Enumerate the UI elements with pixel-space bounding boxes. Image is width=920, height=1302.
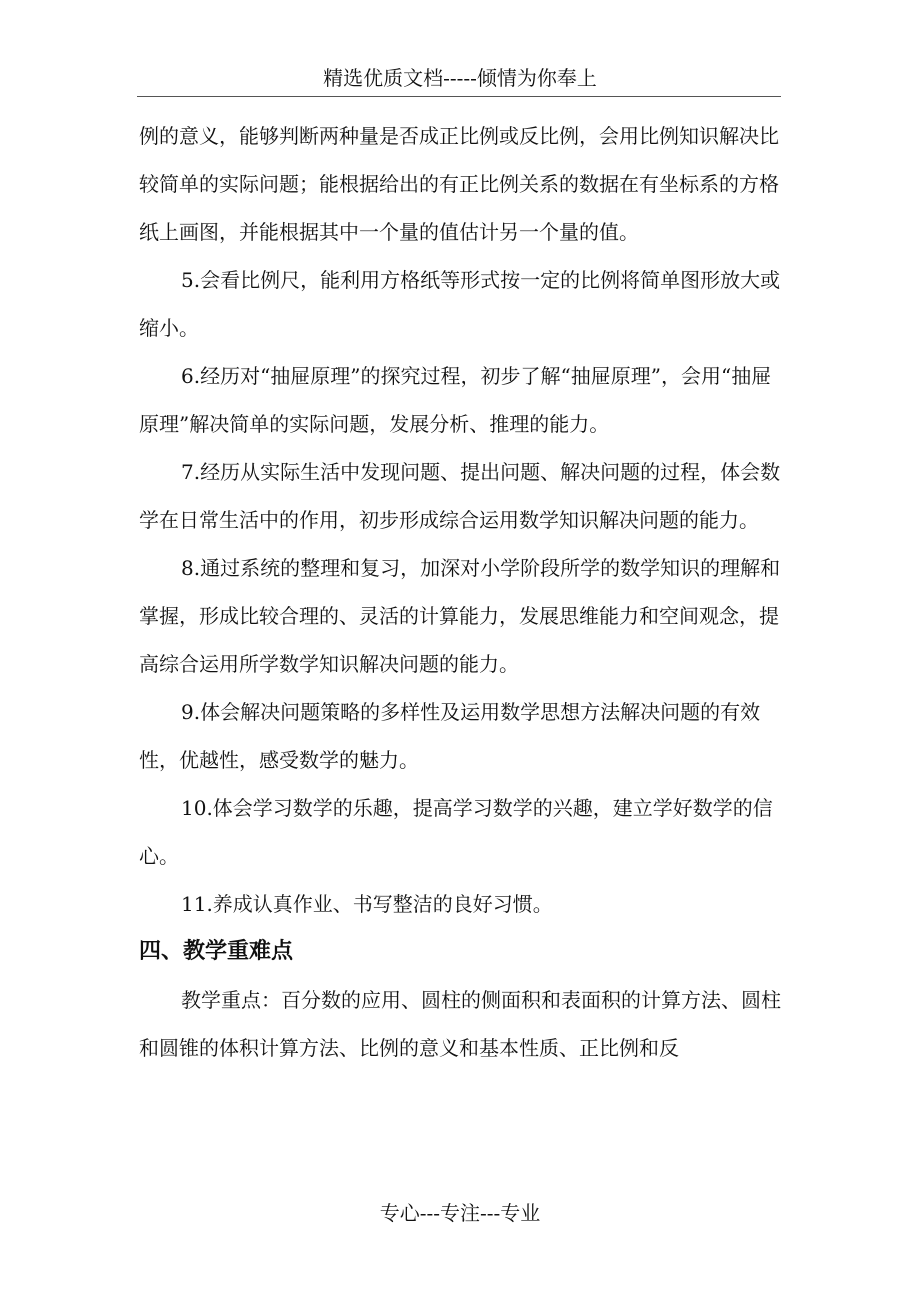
document-body [139,112,784,1072]
paragraph-item-5: 5.会看比例尺，能利用方格纸等形式按一定的比例将简单图形放大或缩小。 [139,268,781,340]
paragraph-item-6: 6.经历对“抽屉原理”的探究过程，初步了解“抽屉原理”，会用“抽屉原理”解决简单的实际问题，发展分析、推理的能力。 [139,364,772,436]
paragraph-item-10: 10.体会学习数学的乐趣，提高学习数学的兴趣，建立学好数学的信心。 [139,796,773,868]
page-header: 精选优质文档-----倾情为你奉上 [323,66,597,90]
paragraph-teaching-focus: 教学重点：百分数的应用、圆柱的侧面积和表面积的计算方法、圆柱和圆锥的体积计算方法、比例的意义和基本性质、正比例和反 [139,988,781,1060]
paragraph-item-9: 9.体会解决问题策略的多样性及运用数学思想方法解决问题的有效性，优越性，感受数学的魅力。 [139,700,761,772]
page-footer: 专心---专注---专业 [379,1201,541,1225]
paragraph-item-8: 8.通过系统的整理和复习，加深对小学阶段所学的数学知识的理解和掌握，形成比较合理的、灵活的计算能力，发展思维能力和空间观念，提高综合运用所学数学知识解决问题的能力。 [139,556,781,676]
header-divider [137,96,781,97]
section-heading: 四、教学重难点 [139,939,294,964]
paragraph-ratio-meaning: 例的意义，能够判断两种量是否成正比例或反比例，会用比例知识解决比较简单的实际问题；能根据给出的有正比例关系的数据在有坐标系的方格纸上画图，并能根据其中一个量的值估计另一个量的值。 [139,124,779,244]
paragraph-item-11: 11.养成认真作业、书写整洁的良好习惯。 [181,892,553,916]
paragraph-item-7: 7.经历从实际生活中发现问题、提出问题、解决问题的过程，体会数学在日常生活中的作用，初步形成综合运用数学知识解决问题的能力。 [139,460,781,532]
